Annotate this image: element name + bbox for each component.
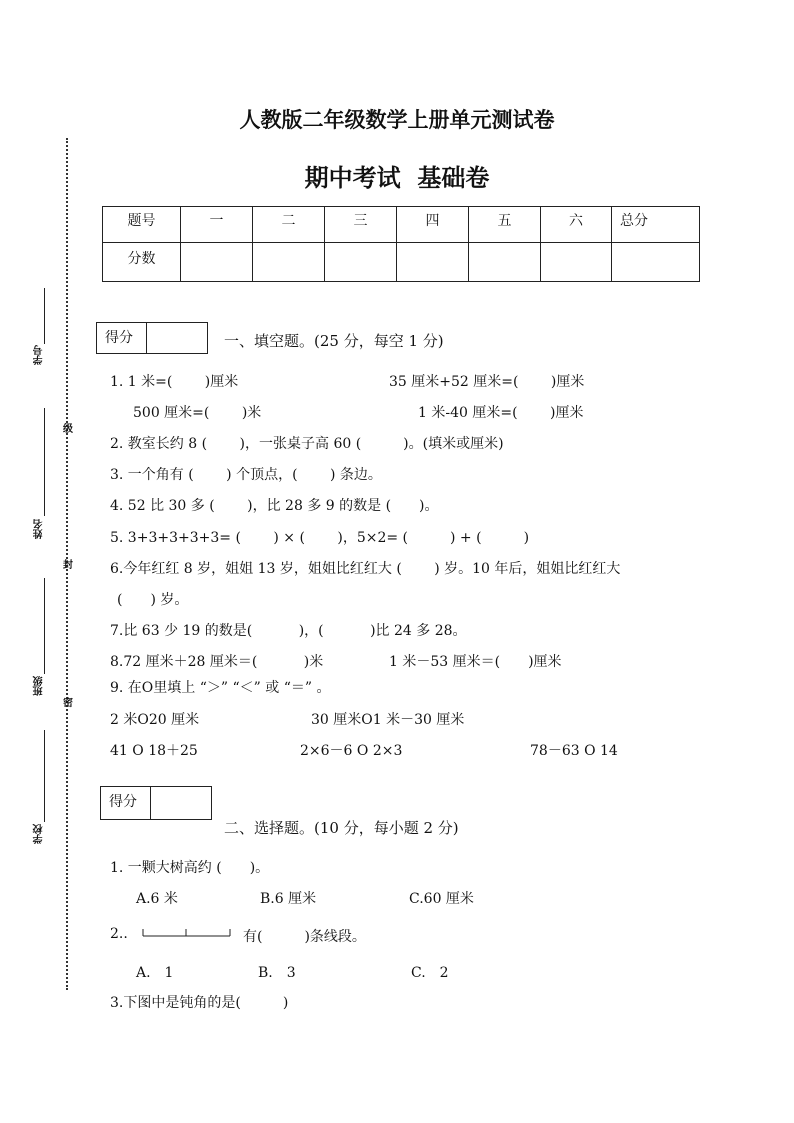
student-id-label: 学号 — [34, 345, 45, 365]
section1-score-box — [96, 322, 208, 354]
question-line: 41 O 18＋25 — [110, 743, 198, 759]
score-table-header: 题号 — [103, 207, 181, 243]
score-table-header-row — [103, 207, 700, 243]
school-blank — [44, 730, 45, 822]
score-box-value[interactable] — [147, 323, 207, 353]
seal-char-mi: 密 — [63, 698, 73, 709]
score-table-header: 一 — [181, 207, 253, 243]
question-line: 500 厘米=( )米 — [133, 405, 262, 421]
question-line: 78－63 O 14 — [530, 743, 618, 759]
score-row-label: 分数 — [103, 243, 181, 282]
score-table-header: 五 — [469, 207, 541, 243]
section2-score-box — [100, 786, 212, 820]
score-box-value[interactable] — [151, 787, 211, 819]
question-line: 1 米-40 厘米=( )厘米 — [418, 405, 584, 421]
score-cell[interactable] — [469, 243, 541, 282]
score-cell[interactable] — [253, 243, 325, 282]
question-line: 1 米－53 厘米＝( )厘米 — [389, 654, 562, 670]
class-label: 班级 — [34, 676, 45, 696]
score-table-header: 总分 — [612, 207, 700, 243]
option-c: C. 2 — [411, 965, 449, 981]
score-table-header: 二 — [253, 207, 325, 243]
question-line: 6.今年红红 8 岁，姐姐 13 岁，姐姐比红红大 ( ) 岁。10 年后，姐姐比红红大 — [110, 561, 621, 577]
section1-heading: 一、填空题。(25 分，每空 1 分) — [224, 332, 444, 350]
score-table-header: 三 — [325, 207, 397, 243]
score-box-label: 得分 — [101, 787, 151, 819]
score-table-header: 四 — [397, 207, 469, 243]
seal-char-feng: 封 — [63, 560, 73, 571]
question-line: 3.下图中是钝角的是( ) — [110, 995, 289, 1011]
score-table-header: 六 — [541, 207, 612, 243]
question-line: ( ) 岁。 — [117, 592, 189, 608]
question-line: 30 厘米O1 米－30 厘米 — [311, 712, 465, 728]
student-id-blank — [44, 288, 45, 344]
score-cell[interactable] — [325, 243, 397, 282]
page-title: 人教版二年级数学上册单元测试卷 — [239, 107, 555, 132]
score-cell[interactable] — [397, 243, 469, 282]
name-blank — [44, 408, 45, 516]
question-line: 9. 在O里填上 “＞” “＜” 或 “＝” 。 — [110, 680, 331, 696]
question-line: 5. 3+3+3+3+3= ( ) × ( )，5×2= ( ) + ( ) — [110, 530, 530, 546]
class-blank — [44, 578, 45, 674]
question-line: 8.72 厘米＋28 厘米＝( )米 — [110, 654, 324, 670]
option-b: B.6 厘米 — [260, 891, 317, 907]
question-line: 3. 一个角有 ( ) 个顶点，( ) 条边。 — [110, 467, 382, 483]
score-cell[interactable] — [612, 243, 700, 282]
line-segment-figure — [140, 924, 236, 940]
question-line: 有( )条线段。 — [243, 929, 366, 945]
section2-heading: 二、选择题。(10 分，每小题 2 分) — [224, 819, 459, 837]
name-label: 姓名 — [34, 519, 45, 539]
question-line: 2×6－6 O 2×3 — [300, 743, 403, 759]
question-line: 2. 教室长约 8 ( )，一张桌子高 60 ( )。(填米或厘米) — [110, 436, 504, 452]
question-line: 1. 一颗大树高约 ( )。 — [110, 860, 270, 876]
question-line: 7.比 63 少 19 的数是( )，( )比 24 多 28。 — [110, 623, 467, 639]
score-table-score-row — [103, 243, 700, 282]
question-line: 2 米O20 厘米 — [110, 712, 200, 728]
score-box-label: 得分 — [97, 323, 147, 353]
option-b: B. 3 — [258, 965, 296, 981]
score-table — [102, 206, 700, 282]
option-a: A.6 米 — [136, 891, 178, 907]
option-c: C.60 厘米 — [409, 891, 474, 907]
seal-char-ji: 级 — [63, 424, 73, 435]
page-subtitle: 期中考试 基础卷 — [304, 164, 490, 192]
question-prefix: 2.. — [110, 926, 128, 942]
school-label: 学校 — [34, 824, 45, 844]
score-cell[interactable] — [181, 243, 253, 282]
question-line: 35 厘米+52 厘米=( )厘米 — [389, 374, 585, 390]
question-line: 1. 1 米=( )厘米 — [110, 374, 239, 390]
score-cell[interactable] — [541, 243, 612, 282]
option-a: A. 1 — [136, 965, 174, 981]
question-line: 4. 52 比 30 多 ( )，比 28 多 9 的数是 ( )。 — [110, 498, 439, 514]
